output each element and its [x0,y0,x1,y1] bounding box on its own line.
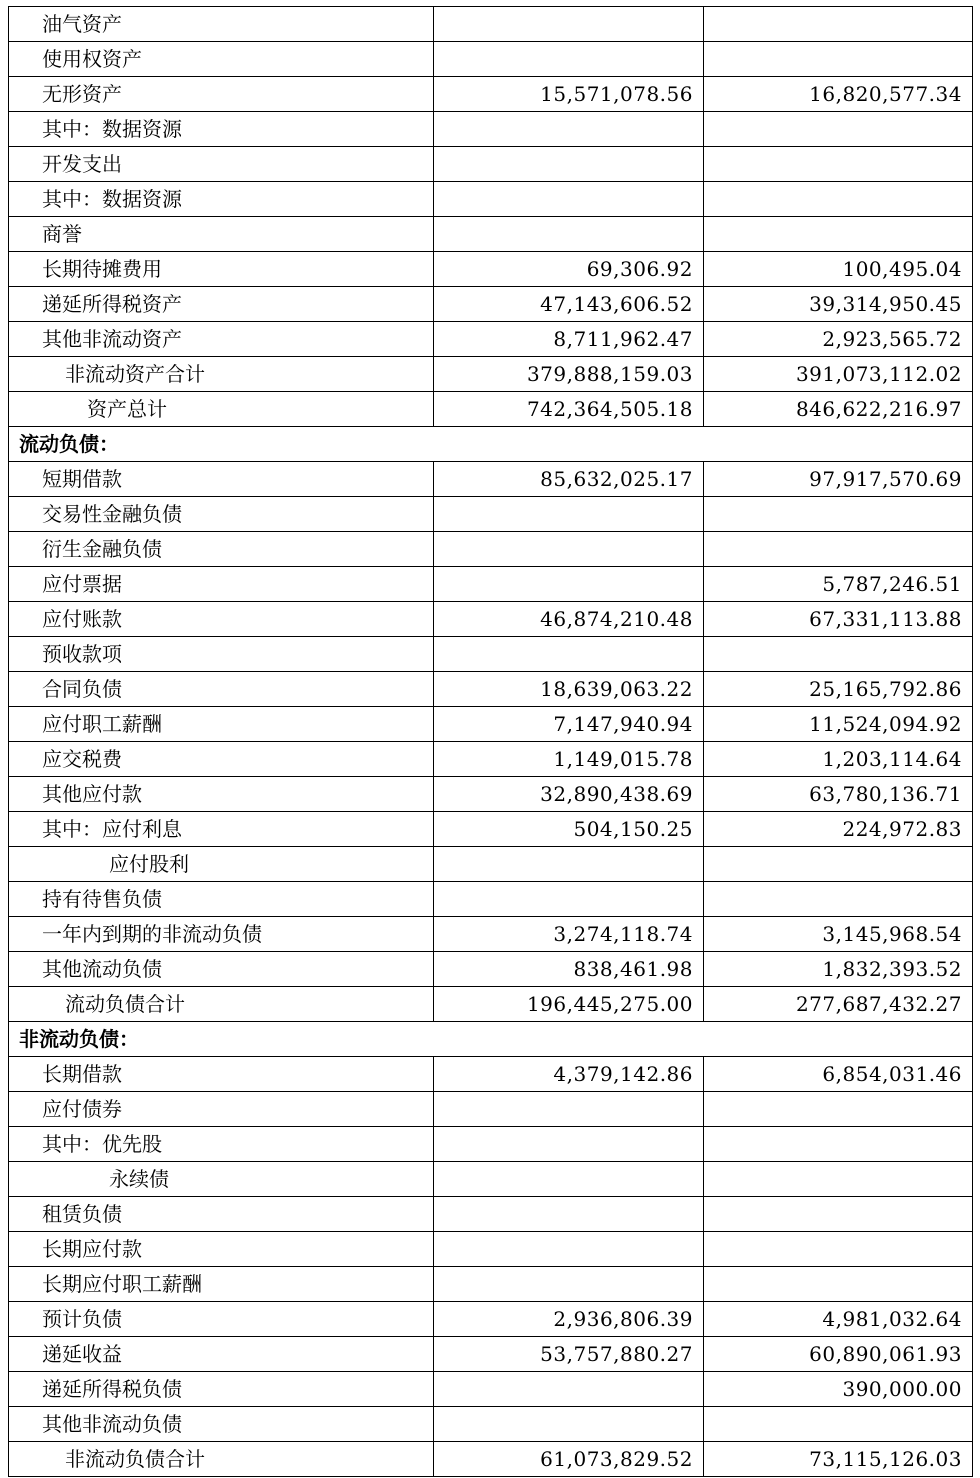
period-start-value: 73,115,126.03 [704,1442,973,1477]
table-row [9,1407,973,1442]
period-start-value: 1,203,114.64 [704,742,973,777]
period-end-value [434,532,704,567]
row-label: 持有待售负债 [9,882,434,917]
row-label: 开发支出 [9,147,434,182]
table-row [9,497,973,532]
table-row [9,1127,973,1162]
row-label: 其他应付款 [9,777,434,812]
row-label: 交易性金融负债 [9,497,434,532]
period-end-value: 2,936,806.39 [434,1302,704,1337]
row-label: 非流动负债合计 [9,1442,434,1477]
period-end-value: 61,073,829.52 [434,1442,704,1477]
table-row [9,252,973,287]
row-label: 合同负债 [9,672,434,707]
period-end-value: 4,379,142.86 [434,1057,704,1092]
row-label: 衍生金融负债 [9,532,434,567]
table-row [9,1232,973,1267]
table-row [9,952,973,987]
period-start-value [704,7,973,42]
table-row [9,1442,973,1477]
row-label: 其他非流动资产 [9,322,434,357]
period-start-value [704,882,973,917]
table-row [9,742,973,777]
table-row [9,392,973,427]
period-start-value [704,1267,973,1302]
period-start-value: 1,832,393.52 [704,952,973,987]
period-end-value: 53,757,880.27 [434,1337,704,1372]
period-start-value: 16,820,577.34 [704,77,973,112]
row-label: 无形资产 [9,77,434,112]
period-start-value [704,147,973,182]
table-row [9,1162,973,1197]
period-end-value [434,847,704,882]
period-start-value: 97,917,570.69 [704,462,973,497]
row-label: 应交税费 [9,742,434,777]
row-label: 其中：优先股 [9,1127,434,1162]
period-start-value [704,217,973,252]
period-start-value: 100,495.04 [704,252,973,287]
period-end-value [434,1372,704,1407]
table-row [9,322,973,357]
period-end-value [434,182,704,217]
period-start-value: 391,073,112.02 [704,357,973,392]
section-header-row [9,427,973,462]
period-end-value: 46,874,210.48 [434,602,704,637]
period-end-value [434,1197,704,1232]
table-row [9,112,973,147]
section-title: 流动负债： [9,427,973,462]
period-start-value: 25,165,792.86 [704,672,973,707]
row-label: 油气资产 [9,7,434,42]
balance-sheet-body [9,7,973,1477]
row-label: 一年内到期的非流动负债 [9,917,434,952]
row-label: 永续债 [9,1162,434,1197]
period-start-value: 846,622,216.97 [704,392,973,427]
row-label: 应付债券 [9,1092,434,1127]
table-row [9,147,973,182]
period-start-value [704,847,973,882]
table-row [9,532,973,567]
period-end-value [434,1267,704,1302]
period-start-value: 63,780,136.71 [704,777,973,812]
table-row [9,602,973,637]
period-end-value: 8,711,962.47 [434,322,704,357]
row-label: 递延所得税负债 [9,1372,434,1407]
row-label: 递延所得税资产 [9,287,434,322]
table-row [9,1057,973,1092]
period-start-value: 390,000.00 [704,1372,973,1407]
period-start-value [704,1092,973,1127]
period-end-value: 1,149,015.78 [434,742,704,777]
table-row [9,672,973,707]
period-start-value [704,1197,973,1232]
period-end-value: 504,150.25 [434,812,704,847]
table-row [9,637,973,672]
period-start-value: 3,145,968.54 [704,917,973,952]
period-end-value: 18,639,063.22 [434,672,704,707]
row-label: 使用权资产 [9,42,434,77]
table-row [9,707,973,742]
table-row [9,357,973,392]
row-label: 应付股利 [9,847,434,882]
table-row [9,1372,973,1407]
period-end-value [434,147,704,182]
row-label: 其中：数据资源 [9,112,434,147]
period-start-value: 224,972.83 [704,812,973,847]
period-start-value [704,42,973,77]
period-start-value [704,1407,973,1442]
period-end-value: 3,274,118.74 [434,917,704,952]
table-row [9,42,973,77]
table-row [9,287,973,322]
period-end-value: 838,461.98 [434,952,704,987]
table-row [9,462,973,497]
row-label: 应付账款 [9,602,434,637]
row-label: 长期借款 [9,1057,434,1092]
row-label: 商誉 [9,217,434,252]
row-label: 其中：数据资源 [9,182,434,217]
period-end-value [434,1232,704,1267]
table-row [9,917,973,952]
period-end-value [434,7,704,42]
row-label: 其他非流动负债 [9,1407,434,1442]
period-start-value [704,1232,973,1267]
period-end-value [434,1127,704,1162]
period-end-value [434,1407,704,1442]
period-start-value [704,497,973,532]
period-start-value [704,112,973,147]
period-start-value: 277,687,432.27 [704,987,973,1022]
period-start-value [704,1162,973,1197]
period-end-value: 32,890,438.69 [434,777,704,812]
table-row [9,182,973,217]
row-label: 短期借款 [9,462,434,497]
table-row [9,1302,973,1337]
period-end-value: 47,143,606.52 [434,287,704,322]
period-end-value [434,567,704,602]
table-row [9,7,973,42]
period-end-value [434,1162,704,1197]
period-end-value [434,217,704,252]
period-start-value: 39,314,950.45 [704,287,973,322]
period-start-value: 11,524,094.92 [704,707,973,742]
row-label: 长期待摊费用 [9,252,434,287]
period-start-value: 2,923,565.72 [704,322,973,357]
period-start-value [704,182,973,217]
period-end-value: 7,147,940.94 [434,707,704,742]
period-start-value [704,1127,973,1162]
table-row [9,77,973,112]
period-end-value: 69,306.92 [434,252,704,287]
row-label: 长期应付职工薪酬 [9,1267,434,1302]
row-label: 应付票据 [9,567,434,602]
period-start-value: 6,854,031.46 [704,1057,973,1092]
section-title: 非流动负债： [9,1022,973,1057]
period-end-value: 379,888,159.03 [434,357,704,392]
period-end-value: 15,571,078.56 [434,77,704,112]
table-row [9,777,973,812]
table-row [9,987,973,1022]
period-end-value [434,1092,704,1127]
table-row [9,1337,973,1372]
row-label: 长期应付款 [9,1232,434,1267]
row-label: 预收款项 [9,637,434,672]
period-start-value [704,532,973,567]
period-end-value [434,497,704,532]
row-label: 递延收益 [9,1337,434,1372]
period-end-value [434,112,704,147]
period-end-value: 742,364,505.18 [434,392,704,427]
table-row [9,882,973,917]
period-start-value [704,637,973,672]
period-end-value [434,882,704,917]
row-label: 应付职工薪酬 [9,707,434,742]
table-row [9,812,973,847]
period-start-value: 60,890,061.93 [704,1337,973,1372]
table-row [9,567,973,602]
row-label: 流动负债合计 [9,987,434,1022]
period-end-value [434,637,704,672]
row-label: 其中：应付利息 [9,812,434,847]
table-row [9,1092,973,1127]
period-start-value: 67,331,113.88 [704,602,973,637]
table-row [9,847,973,882]
period-start-value: 4,981,032.64 [704,1302,973,1337]
table-row [9,1267,973,1302]
period-end-value: 85,632,025.17 [434,462,704,497]
balance-sheet-table [8,6,973,1477]
row-label: 非流动资产合计 [9,357,434,392]
period-end-value [434,42,704,77]
section-header-row [9,1022,973,1057]
row-label: 其他流动负债 [9,952,434,987]
row-label: 预计负债 [9,1302,434,1337]
row-label: 资产总计 [9,392,434,427]
period-end-value: 196,445,275.00 [434,987,704,1022]
table-row [9,1197,973,1232]
row-label: 租赁负债 [9,1197,434,1232]
table-row [9,217,973,252]
period-start-value: 5,787,246.51 [704,567,973,602]
